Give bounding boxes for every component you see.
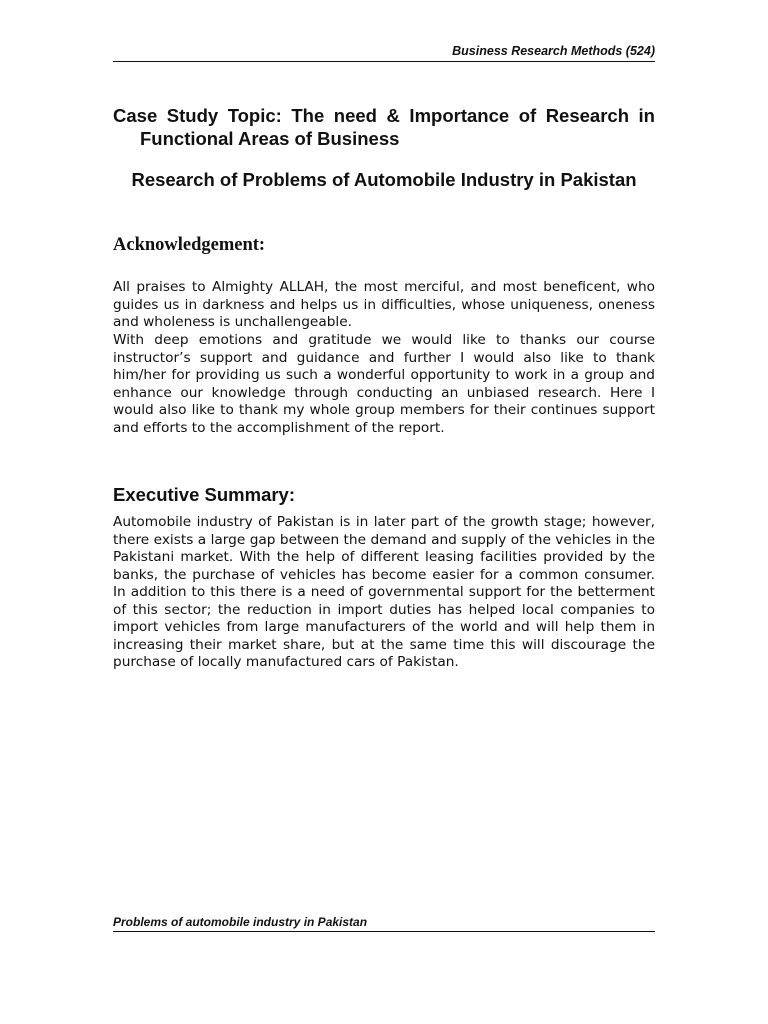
footer-divider <box>113 931 655 932</box>
executive-summary-heading: Executive Summary: <box>113 484 296 505</box>
document-subtitle: Research of Problems of Automobile Industry in Pakistan <box>131 169 637 190</box>
running-footer: Problems of automobile industry in Pakistan <box>113 915 368 929</box>
executive-summary-paragraph: Automobile industry of Pakistan is in later part of the growth stage; however, there exists a large gap between the demand and supply of the vehicles in the Pakistani market. With the help of different leasing facilities provided by the banks, the purchase of vehicles has become easier for a common consumer. In addition to this there is a need of governmental support for the betterment of this sector; the reduction in import duties has helped local companies to import vehicles from large manufacturers of the world and will help them in increasing their market share, but at the same time this will discourage the purchase of locally manufactured cars of Pakistan. <box>113 514 655 670</box>
case-study-topic: Case Study Topic: The need & Importance of Research in Functional Areas of Business <box>113 105 655 149</box>
acknowledgement-paragraph-1: All praises to Almighty ALLAH, the most merciful, and most beneficent, who guides us in darkness and helps us in difficulties, whose uniqueness, oneness and wholeness is unchallengeable. <box>113 279 655 330</box>
acknowledgement-heading: Acknowledgement: <box>113 235 266 255</box>
acknowledgement-paragraph-2: With deep emotions and gratitude we would like to thanks our course instructor’s support and guidance and further I would also like to thank him/her for providing us such a wonderful opportunity to work in a group and enhance our knowledge through conducting an unbiased research. Here I would also like to thank my whole group members for their continues support and efforts to the accomplishment of the report. <box>113 332 655 436</box>
running-header: Business Research Methods (524) <box>452 44 655 58</box>
header-divider <box>113 61 655 62</box>
